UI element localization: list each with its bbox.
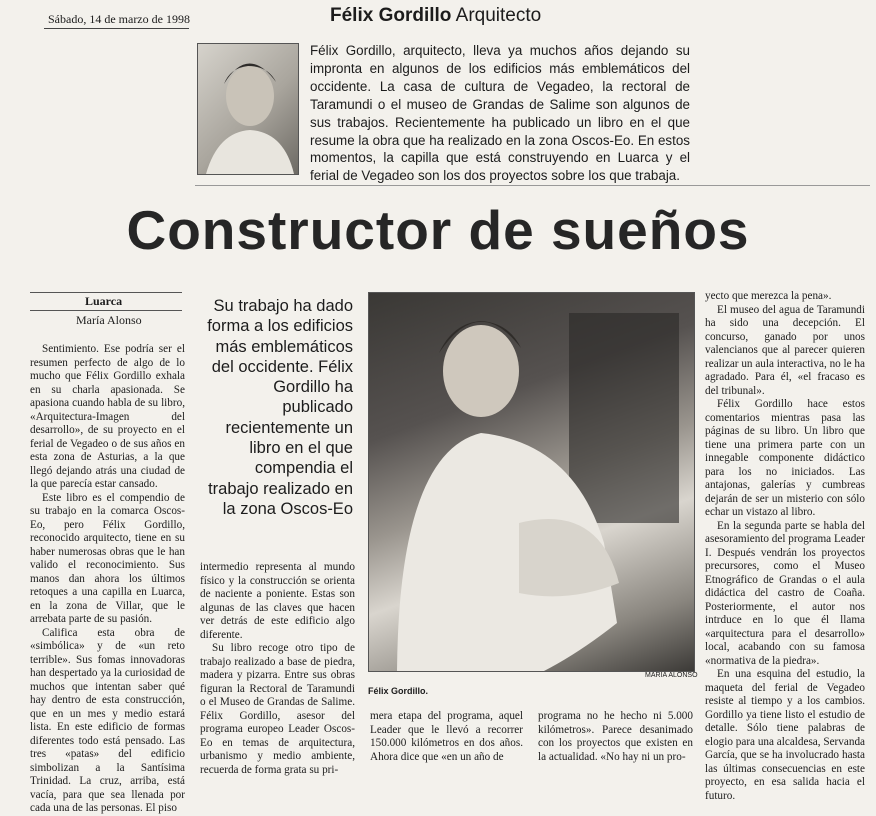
paragraph: Su libro recoge otro tipo de trabajo realizado a base de piedra, madera y pizarra. Entre sus obras figuran la Rectoral de Taramundi o el Museo de Grandas de Salime. Félix Gordillo, asesor del programa europeo Leader Oscos-Eo en temas de arquitectura, urbanismo y medio ambiente, recuerda de forma grata su pri- (200, 642, 355, 776)
subject-name: Félix Gordillo (330, 5, 452, 26)
author-byline: María Alonso (76, 313, 142, 327)
paragraph: yecto que merezca la pena». (705, 290, 832, 302)
article-column-2 (200, 561, 355, 777)
paragraph: Califica esta obra de «simbólica» y de «un reto terrible». Sus fomas innovadoras han despertado ya la curiosidad de muchos que intentan saber qué hay dentro de esta construcción, que en un mes y medio estará lista. En este edificio de formas diferentes todo está pensado. Las tres «patas» del edificio simbolizan a la Santísima Trinidad. La cruz, arriba, está vacía, para que sea llenada por cada una de las personas. El piso (30, 626, 185, 814)
paragraph: En la segunda parte se habla del asesoramiento del programa Leader I. Después vendrán los proyectos precursores, como el Museo Etnográfico de Grandas o el aula didáctica del castro de Coaña. Posteriormente, el autor nos intrduce en lo que él llama «arquitectura para el desarrollo» local, acabando con su famosa «normativa de la piedra». (705, 519, 865, 667)
paragraph: El museo del agua de Taramundi ha sido una decepción. El concurso, ganado por unos valencianos que al parecer quieren realizar un aula interactiva, no le ha agradado. Para él, «el fracaso es del tribunal». (705, 303, 865, 397)
publication-date: Sábado, 14 de marzo de 1998 (48, 12, 190, 26)
main-photo-illustration (369, 293, 694, 671)
portrait-illustration (198, 44, 298, 174)
pull-quote: Su trabajo ha dado forma a los edificios más emblemáticos del occidente. Félix Gordillo ha publicado recientemente un libro en el que compendia el trabajo realizado en la zona Oscos-Eo (207, 297, 353, 518)
headline: Constructor de sueños (126, 199, 750, 261)
section-title (330, 5, 541, 27)
article-column-3: mera etapa del programa, aquel Leader que le llevó a recorrer 150.000 kilómetros en dos años. Ahora dice que «en un año de (370, 710, 523, 763)
dateline-location: Luarca (85, 294, 123, 308)
paragraph: Este libro es el compendio de su trabajo en la comarca Oscos-Eo, pero Félix Gordillo, reconocido arquitecto, tiene en su haber numerosas obras que le han valido el reconocimiento. Sus manos dan ahora los últimos retoques a una capilla en Luarca, en la zona de Villar, que le arrebata parte de su pasión. (30, 491, 185, 625)
subject-role: Arquitecto (455, 5, 542, 26)
byline-rule-top (30, 292, 182, 293)
date-underline (44, 28, 189, 29)
paragraph: Sentimiento. Ese podría ser el resumen perfecto de algo de lo mucho que Félix Gordillo exhala en su charla apasionada. Se apasiona cuando habla de su libro, «Arquitectura-Imagen del desarrollo», de su proyecto en el ferial de Vegadeo o de sus años en esta zona de Asturias, a la que llegó dejando atrás una ciudad de la que parecía estar cansado. (30, 343, 185, 490)
portrait-photo (197, 43, 299, 175)
byline-rule-bottom (30, 310, 182, 311)
main-photo (368, 292, 695, 672)
intro-paragraph: Félix Gordillo, arquitecto, lleva ya muchos años dejando su impronta en algunos de los edificios más emblemáticos del occidente. La casa de cultura de Vegadeo, la rectoral de Taramundi o el museo de Grandas de Salime son algunos de sus trabajos. Recientemente ha publicado un libro en el que resume la obra que ha realizado en la zona Oscos-Eo. En estos momentos, la capilla que está construyendo en Luarca y el ferial de Vegadeo son los dos proyectos sobre los que trabaja. (310, 43, 690, 184)
photo-credit: MARIA ALONSO (645, 672, 698, 679)
article-column-1 (30, 343, 185, 816)
article-column-4: programa no he hecho ni 5.000 kilómetros». Parece desanimado con los proyectos que existen en la actualidad. «No hay ni un pro- (538, 710, 693, 763)
paragraph: intermedio representa al mundo físico y la construcción se orienta de naciente a poniente. Estas son algunas de las claves que hacen ver detrás de este edificio algo diferente. (200, 561, 355, 641)
photo-caption: Félix Gordillo. (368, 686, 429, 696)
paragraph: En una esquina del estudio, la maqueta del ferial de Vegadeo resiste al tiempo y a los cambios. Gordillo ya tiene listo el estudio de detalle. Sólo tiene palabras de elogio para una alcaldesa, Servanda García, que se ha involucrado hasta las últimas consecuencias en este proyecto, en esa salida hacia el futuro. (705, 668, 865, 802)
paragraph: Félix Gordillo hace estos comentarios mientras pasa las páginas de su libro. Un libro que tiene una primera parte con un innegable componente didáctico para los no iniciados. Las antajonas, galerías y cumbreas dejarán de ser un misterio con sólo echar un vistazo al libro. (705, 398, 865, 518)
intro-divider (195, 185, 870, 186)
article-column-5 (705, 290, 865, 803)
